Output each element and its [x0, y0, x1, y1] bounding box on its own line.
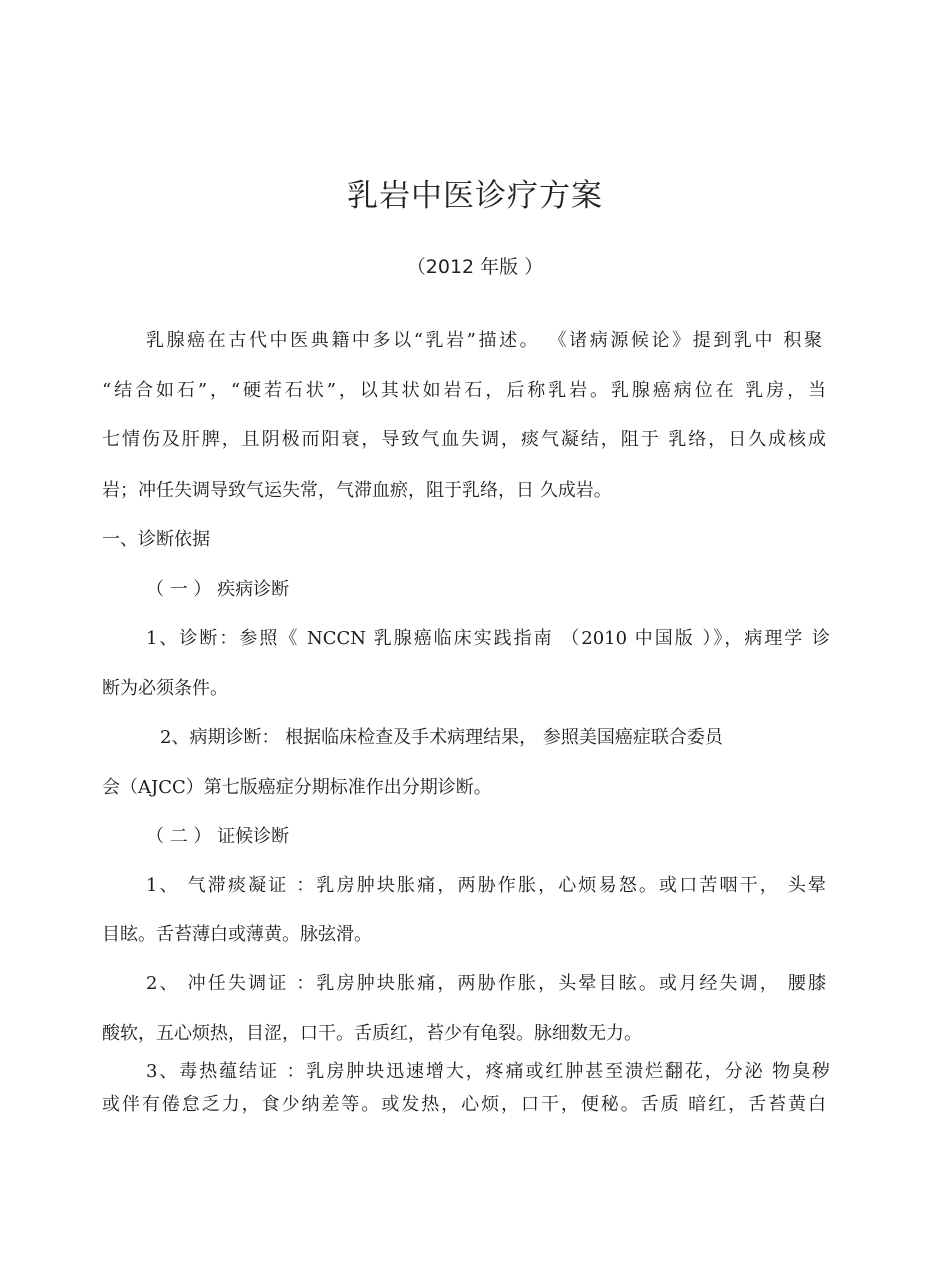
paragraph-line: 1、 气滞痰凝证 ：乳房肿块胀痛，两胁作胀，心烦易怒。或口苦咽干， 头晕 — [146, 875, 826, 896]
document-title: 乳岩中医诊疗方案 — [347, 178, 603, 214]
paragraph-line: 岩；冲任失调导致气运失常，气滞血瘀，阻于乳络，日 久成岩。 — [102, 480, 612, 501]
paragraph-line: 乳腺癌在古代中医典籍中多以“乳岩”描述。 《诸病源候论》提到乳中 积聚 — [146, 330, 822, 351]
subsection-heading: （ 二 ） 证候诊断 — [146, 826, 290, 847]
paragraph-line: “结合如石”，“硬若石状”，以其状如岩石，后称乳岩。乳腺癌病位在 乳房，当 — [102, 380, 826, 401]
paragraph-line: 酸软，五心烦热，目涩，口干。舌质红，苔少有龟裂。脉细数无力。 — [102, 1023, 642, 1044]
paragraph-line: 断为必须条件。 — [102, 678, 228, 699]
paragraph-line: 2、 冲任失调证 ：乳房肿块胀痛，两胁作胀，头晕目眩。或月经失调， 腰膝 — [146, 973, 826, 994]
paragraph-line: 目眩。舌苔薄白或薄黄。脉弦滑。 — [102, 924, 372, 945]
section-heading: 一、诊断依据 — [102, 529, 210, 550]
paragraph-line: 3、毒热蕴结证 ：乳房肿块迅速增大，疼痛或红肿甚至溃烂翻花，分泌 物臭秽 — [146, 1061, 830, 1082]
paragraph-line: 2、病期诊断： 根据临床检查及手术病理结果， 参照美国癌症联合委员 — [160, 727, 723, 748]
document-edition: （2012 年版 ） — [406, 256, 544, 278]
paragraph-line: 七情伤及肝脾，且阴极而阳衰，导致气血失调，痰气凝结，阻于 乳络，日久成核成 — [102, 429, 826, 450]
paragraph-line: 或伴有倦怠乏力，食少纳差等。或发热，心烦，口干，便秘。舌质 暗红，舌苔黄白 — [102, 1094, 826, 1115]
subsection-heading: （ 一 ） 疾病诊断 — [146, 579, 290, 600]
paragraph-line: 会（AJCC）第七版癌症分期标准作出分期诊断。 — [102, 777, 492, 798]
paragraph-line: 1、诊断：参照《 NCCN 乳腺癌临床实践指南 （2010 中国版 ）》，病理学 诊 — [146, 628, 830, 649]
